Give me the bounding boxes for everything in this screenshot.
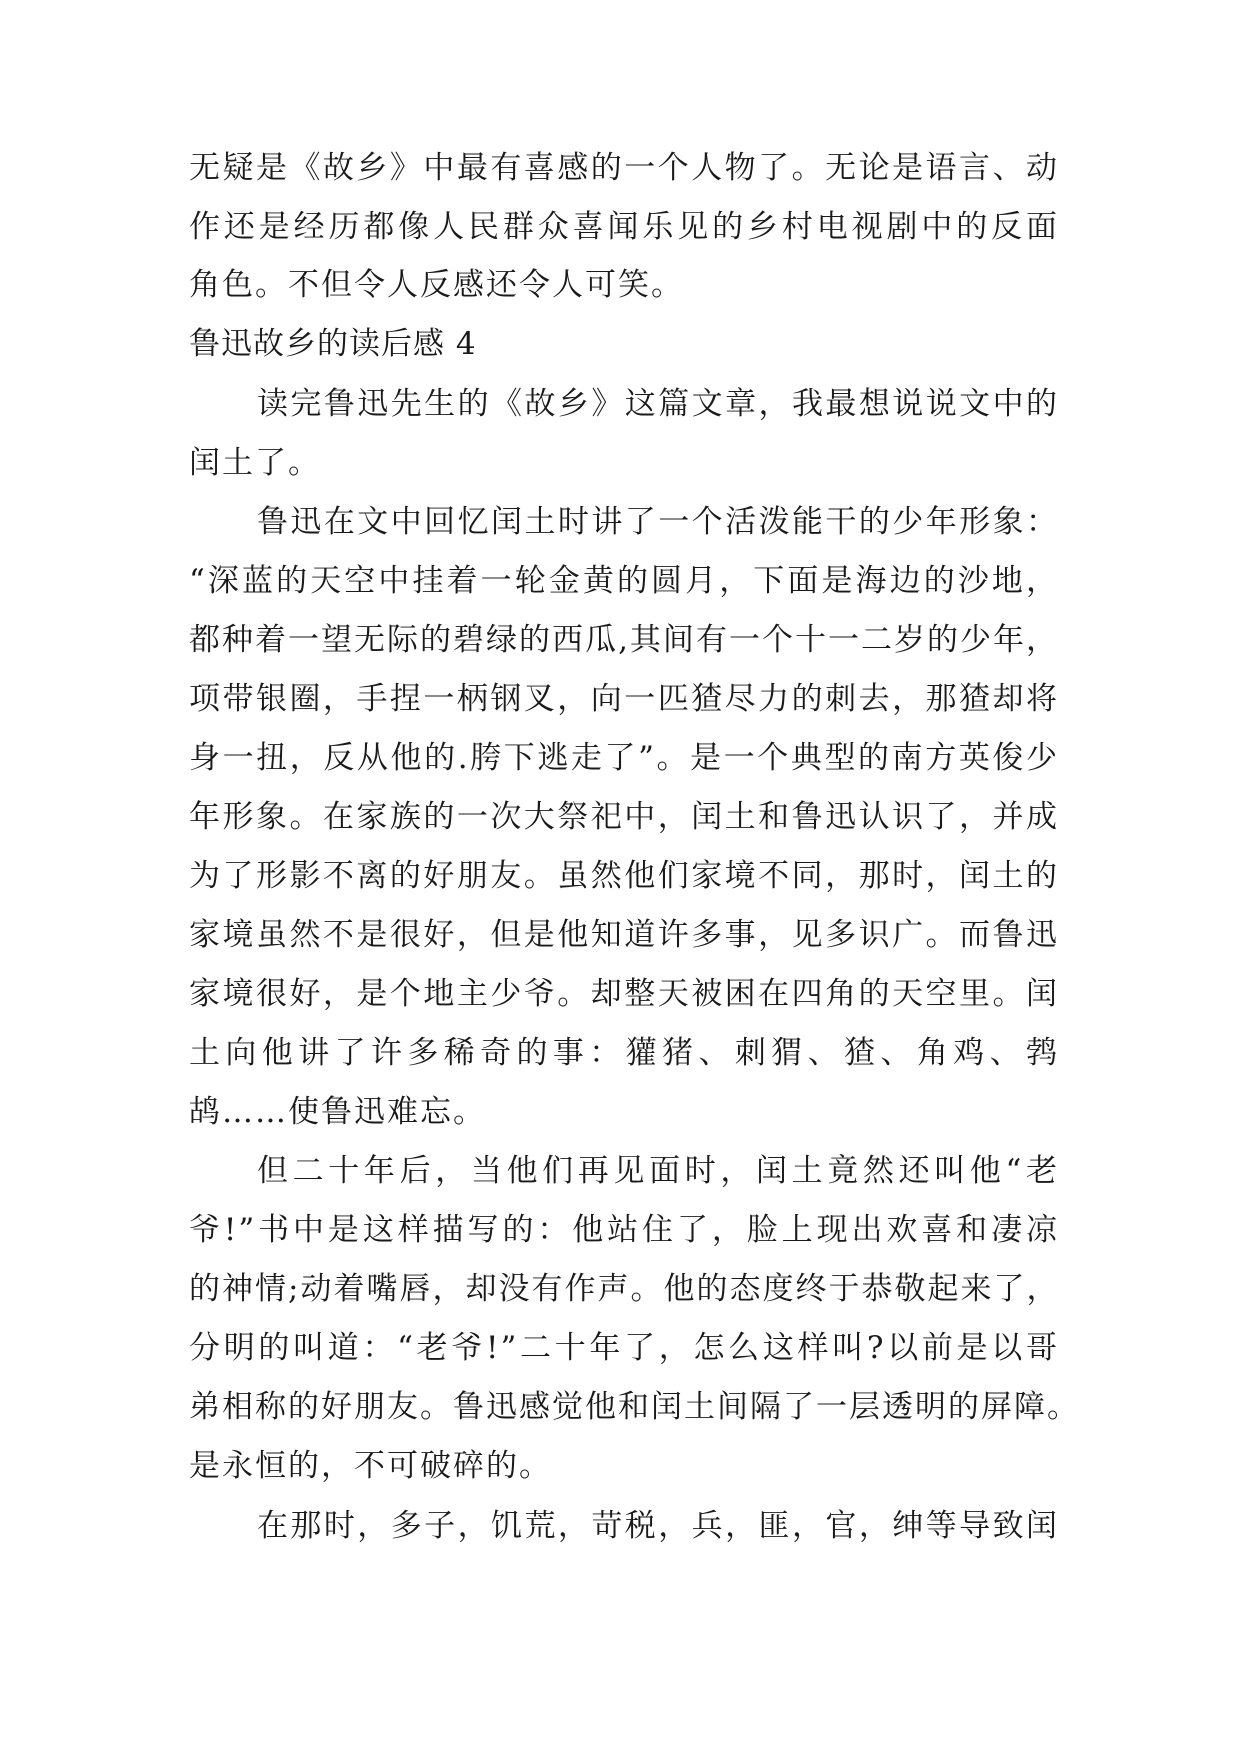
paragraph-line: 爷!”书中是这样描写的：他站住了，脸上现出欢喜和凄凉: [189, 1212, 1059, 1248]
paragraph-line: 为了形影不离的好朋友。虽然他们家境不同，那时，闰土的: [189, 858, 1059, 894]
paragraph-line: 在那时，多子，饥荒，苛税，兵，匪，官，绅等导致闰: [257, 1508, 1059, 1544]
paragraph-line: 项带银圈，手捏一柄钢叉，向一匹猹尽力的刺去，那猹却将: [189, 681, 1059, 717]
paragraph-line: 鸪……使鲁迅难忘。: [189, 1094, 486, 1130]
paragraph-line: 闰土了。: [189, 445, 321, 481]
paragraph-line: 身一扭，反从他的.胯下逃走了”。是一个典型的南方英俊少: [189, 740, 1059, 776]
paragraph-line: 土向他讲了许多稀奇的事：獾猪、刺猬、猹、角鸡、鹁: [189, 1035, 1059, 1071]
paragraph-line: 的神情;动着嘴唇，却没有作声。他的态度终于恭敬起来了，: [189, 1271, 1060, 1307]
paragraph-line: 读完鲁迅先生的《故乡》这篇文章，我最想说说文中的: [257, 386, 1059, 422]
section-heading: 鲁迅故乡的读后感 4: [189, 326, 477, 362]
paragraph-line: “深蓝的天空中挂着一轮金黄的圆月，下面是海边的沙地，: [189, 563, 1059, 599]
paragraph-line: 角色。不但令人反感还令人可笑。: [189, 267, 684, 303]
paragraph-line: 都种着一望无际的碧绿的西瓜,其间有一个十一二岁的少年，: [189, 622, 1059, 658]
paragraph-line: 年形象。在家族的一次大祭祀中，闰土和鲁迅认识了，并成: [189, 799, 1059, 835]
paragraph-line: 家境虽然不是很好，但是他知道许多事，见多识广。而鲁迅: [189, 917, 1059, 953]
paragraph-line: 作还是经历都像人民群众喜闻乐见的乡村电视剧中的反面: [189, 209, 1059, 245]
paragraph-line: 家境很好，是个地主少爷。却整天被困在四角的天空里。闰: [189, 976, 1059, 1012]
paragraph-line: 但二十年后，当他们再见面时，闰土竟然还叫他“老: [257, 1153, 1059, 1189]
paragraph-line: 无疑是《故乡》中最有喜感的一个人物了。无论是语言、动: [189, 150, 1059, 186]
paragraph-line: 是永恒的，不可破碎的。: [189, 1448, 552, 1484]
paragraph-line: 弟相称的好朋友。鲁迅感觉他和闰土间隔了一层透明的屏障。: [189, 1389, 1080, 1425]
paragraph-line: 分明的叫道：“老爷!”二十年了，怎么这样叫?以前是以哥: [189, 1330, 1059, 1366]
paragraph-line: 鲁迅在文中回忆闰土时讲了一个活泼能干的少年形象：: [257, 504, 1059, 540]
